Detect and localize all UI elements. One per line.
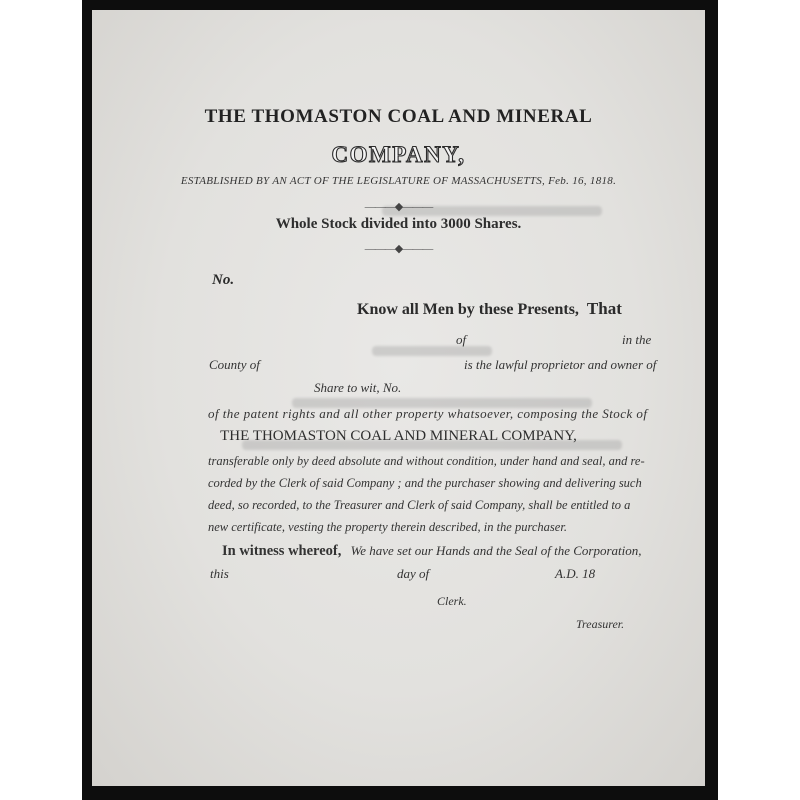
new-certificate-line: new certificate, vesting the property therein described, in the purchaser. (208, 520, 567, 534)
ad-label: A.D. 18 (555, 566, 596, 581)
ornament-divider-bottom: ———◆——— (364, 243, 433, 255)
certificate-paper (92, 10, 705, 786)
company-heading: COMPANY, (331, 142, 466, 167)
of-label: of (456, 332, 467, 347)
shares-line: Whole Stock divided into 3000 Shares. (275, 216, 522, 232)
day-of-label: day of (397, 566, 430, 581)
certificate-title: THE THOMASTON COAL AND MINERAL (204, 106, 593, 127)
know-intro: Know all Men by these Presents, (357, 301, 579, 318)
ornament-divider-top: ———◆——— (364, 201, 433, 213)
proprietor-line: is the lawful proprietor and owner of (464, 357, 657, 372)
treasurer-label: Treasurer. (576, 617, 625, 631)
witness-bold: In witness whereof, (222, 543, 342, 559)
transfer-line: transferable only by deed absolute and without condition, under hand and seal, and re- (208, 454, 645, 468)
company-name-line: THE THOMASTON COAL AND MINERAL COMPANY, (220, 428, 577, 444)
know-that: That (586, 299, 622, 318)
this-label: this (210, 566, 229, 581)
in-the-label: in the (622, 332, 652, 347)
certificate-number-label: No. (212, 272, 235, 288)
clerk-label: Clerk. (437, 594, 467, 608)
established-line: ESTABLISHED BY AN ACT OF THE LEGISLATURE OF MASSACHUSETTS, Feb. 16, 1818. (180, 175, 617, 187)
share-to-wit-line: Share to wit, No. (314, 380, 402, 395)
know-all-men-line (357, 299, 622, 319)
county-of-label: County of (209, 357, 260, 372)
deed-line: deed, so recorded, to the Treasurer and Clerk of said Company, shall be entitled to a (208, 498, 631, 512)
witness-line (222, 543, 642, 560)
recorded-line: corded by the Clerk of said Company ; and the purchaser showing and delivering such (208, 476, 642, 490)
bleed-through-shadow (372, 346, 492, 356)
witness-rest: We have set our Hands and the Seal of the Corporation, (350, 543, 642, 558)
patent-rights-line: of the patent rights and all other property whatsoever, composing the Stock of (208, 406, 648, 421)
